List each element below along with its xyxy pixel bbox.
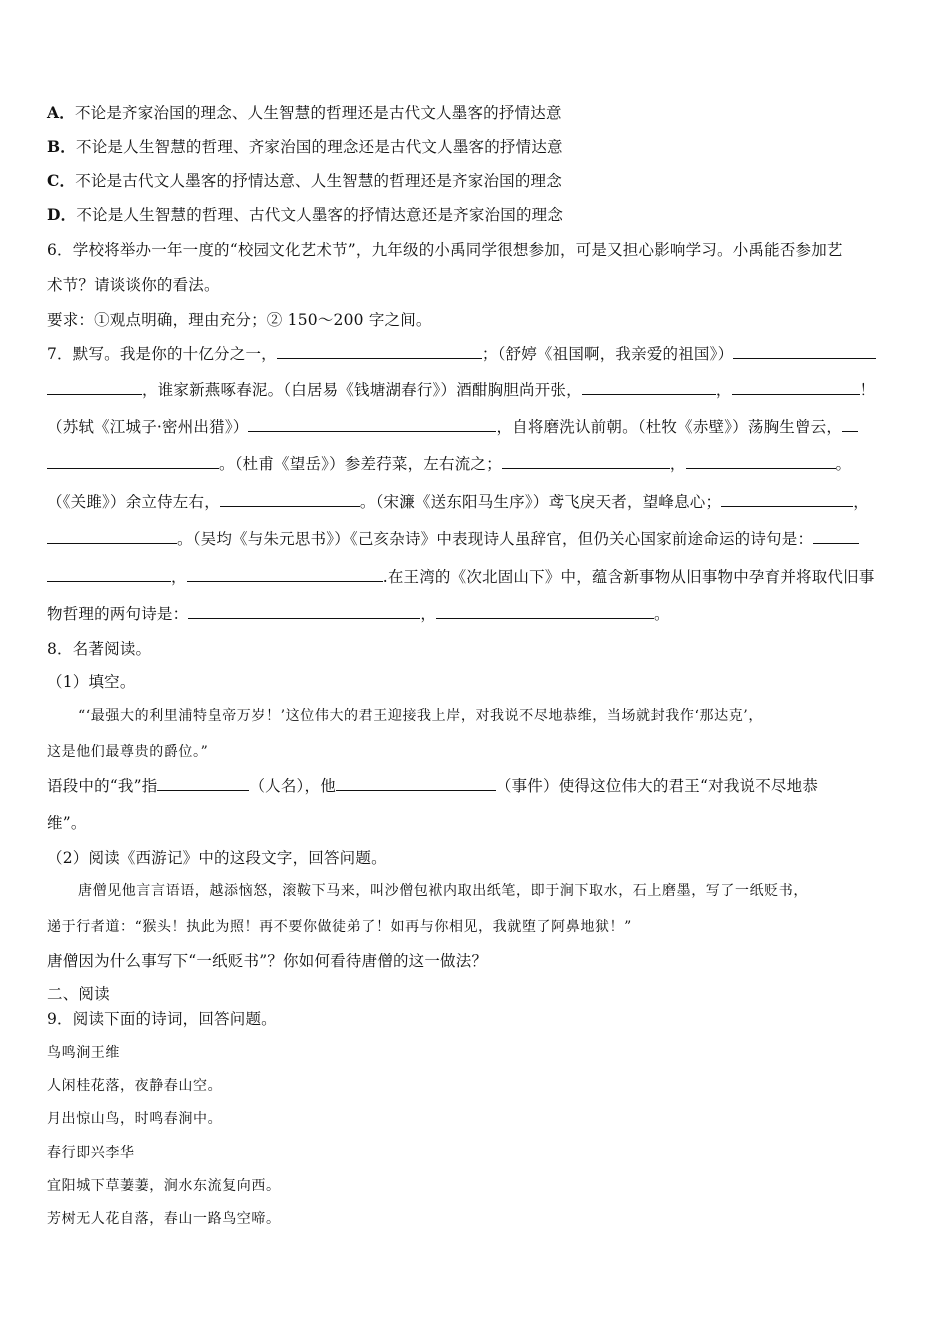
option-b-label: B． — [47, 137, 77, 156]
q7-text: ， — [171, 568, 187, 586]
option-b-text: 不论是人生智慧的哲理、齐家治国的理念还是古代文人墨客的抒情达意 — [76, 138, 563, 156]
q6-requirement: 要求：①观点明确，理由充分；② 150～200 字之间。 — [47, 311, 432, 329]
option-a-text: 不论是齐家治国的理念、人生智慧的哲理还是古代文人墨客的抒情达意 — [74, 104, 562, 122]
answer-blank[interactable] — [47, 567, 171, 582]
q7-text: （《关雎》）余立侍左右， — [47, 493, 220, 511]
option-d-label: D． — [47, 205, 77, 224]
answer-blank[interactable] — [733, 344, 876, 359]
q7-text: ；（舒婷《祖国啊，我亲爱的祖国》） — [481, 345, 734, 363]
answer-blank[interactable] — [187, 567, 383, 582]
answer-blank[interactable] — [336, 776, 496, 791]
option-d-text: 不论是人生智慧的哲理、古代文人墨客的抒情达意还是齐家治国的理念 — [76, 206, 564, 224]
answer-blank[interactable] — [248, 417, 496, 432]
answer-blank[interactable] — [47, 380, 142, 395]
answer-blank[interactable] — [502, 454, 670, 469]
q7-text: （苏轼《江城子·密州出猎》） — [47, 418, 249, 436]
q7-text: 。（杜甫《望岳》）参差荇菜，左右流之； — [219, 455, 502, 473]
q8-text: （事件）使得这位伟大的君王“对我说不尽地恭 — [495, 777, 819, 795]
q8-sub1: （1）填空。 — [47, 673, 136, 691]
q7-text: 。 — [654, 605, 670, 623]
poem2-title: 春行即兴李华 — [47, 1145, 135, 1161]
q8-sub2: （2）阅读《西游记》中的这段文字，回答问题。 — [47, 849, 387, 867]
answer-blank[interactable] — [813, 529, 859, 544]
answer-blank[interactable] — [220, 492, 360, 507]
q7-line2 — [47, 380, 909, 400]
q7-text: 。（宋濂《送东阳马生序》）鸢飞戾天者，望峰息心； — [359, 493, 722, 511]
option-a-label: A． — [47, 103, 75, 122]
answer-blank[interactable] — [277, 344, 482, 359]
q8-fill — [47, 776, 909, 796]
answer-blank[interactable] — [188, 604, 420, 619]
q8-fill-end: 维”。 — [47, 814, 87, 832]
q7-line3 — [47, 417, 909, 437]
answer-blank[interactable] — [582, 380, 716, 395]
section-heading: 二、阅读 — [47, 985, 110, 1003]
q7-line5 — [47, 492, 909, 512]
answer-blank[interactable] — [842, 417, 858, 432]
q7-text: 。 — [835, 455, 852, 473]
q7-text: ， — [420, 605, 437, 623]
q7-text: ， — [853, 493, 869, 511]
answer-blank[interactable] — [436, 604, 654, 619]
poem1-title: 鸟鸣涧王维 — [47, 1045, 120, 1061]
q7-text: ， — [715, 381, 732, 399]
option-c-text: 不论是古代文人墨客的抒情达意、人生智慧的哲理还是齐家治国的理念 — [75, 172, 562, 190]
q8-quote3: 唐僧见他言言语语，越添恼怒，滚鞍下马来，叫沙僧包袱内取出纸笔，即于涧下取水，石上磨墨，写了一纸贬书， — [78, 883, 808, 899]
poem1-line1: 人闲桂花落，夜静春山空。 — [47, 1078, 223, 1094]
option-d — [47, 205, 909, 225]
poem2-line1: 宜阳城下草萋萋，涧水东流复向西。 — [47, 1178, 281, 1194]
option-a — [47, 103, 909, 123]
q7-text: ，自将磨洗认前朝。（杜牧《赤壁》）荡胸生曾云， — [496, 418, 843, 436]
q8-quote4: 递于行者道：“猴头！执此为照！再不要你做徒弟了！如再与你相见，我就堕了阿鼻地狱！” — [47, 919, 632, 935]
q7-text: ， — [669, 455, 686, 473]
answer-blank[interactable] — [686, 454, 836, 469]
poem2-line2: 芳树无人花自落，春山一路鸟空啼。 — [47, 1211, 281, 1227]
q7-text: 物哲理的两句诗是： — [47, 605, 189, 623]
q6-line1: 6．学校将举办一年一度的“校园文化艺术节”，九年级的小禹同学很想参加，可是又担心影响学习。小禹能否参加艺 — [47, 241, 843, 259]
q7-text: .在王湾的《次北固山下》中，蕴含新事物从旧事物中孕育并将取代旧事 — [382, 568, 875, 586]
answer-blank[interactable] — [157, 776, 249, 791]
option-c — [47, 171, 909, 191]
q7-text: 7．默写。我是你的十亿分之一， — [47, 345, 277, 363]
q7-line1 — [47, 344, 909, 364]
q7-line7 — [47, 567, 909, 587]
q7-text: ，谁家新燕啄春泥。（白居易《钱塘湖春行》）酒酣胸胆尚开张， — [142, 381, 582, 399]
q8-question: 唐僧因为什么事写下“一纸贬书”？你如何看待唐僧的这一做法？ — [47, 952, 488, 970]
q7-text: 。（吴均《与朱元思书》）《己亥杂诗》中表现诗人虽辞官，但仍关心国家前途命运的诗句是： — [177, 530, 814, 548]
answer-blank[interactable] — [721, 492, 853, 507]
q7-line8 — [47, 604, 909, 624]
q8-text: （人名），他 — [249, 777, 336, 795]
poem1-line2: 月出惊山鸟，时鸣春涧中。 — [47, 1111, 223, 1127]
q7-line6 — [47, 529, 909, 549]
q8-title: 8．名著阅读。 — [47, 640, 152, 658]
q8-text: 语段中的“我”指 — [47, 777, 158, 795]
q7-line4 — [47, 454, 909, 474]
q7-text: ！ — [859, 381, 876, 399]
q6-line2: 术节？请谈谈你的看法。 — [47, 276, 220, 294]
q9-title: 9．阅读下面的诗词，回答问题。 — [47, 1010, 277, 1028]
answer-blank[interactable] — [47, 529, 177, 544]
option-c-label: C． — [47, 171, 76, 190]
q8-quote1: “‘最强大的利里浦特皇帝万岁！’这位伟大的君王迎接我上岸，对我说不尽地恭维，当场就封我作‘那达克’， — [78, 708, 763, 724]
answer-blank[interactable] — [47, 454, 219, 469]
option-b — [47, 137, 909, 157]
answer-blank[interactable] — [732, 380, 860, 395]
q8-quote2: 这是他们最尊贵的爵位。” — [47, 744, 209, 760]
